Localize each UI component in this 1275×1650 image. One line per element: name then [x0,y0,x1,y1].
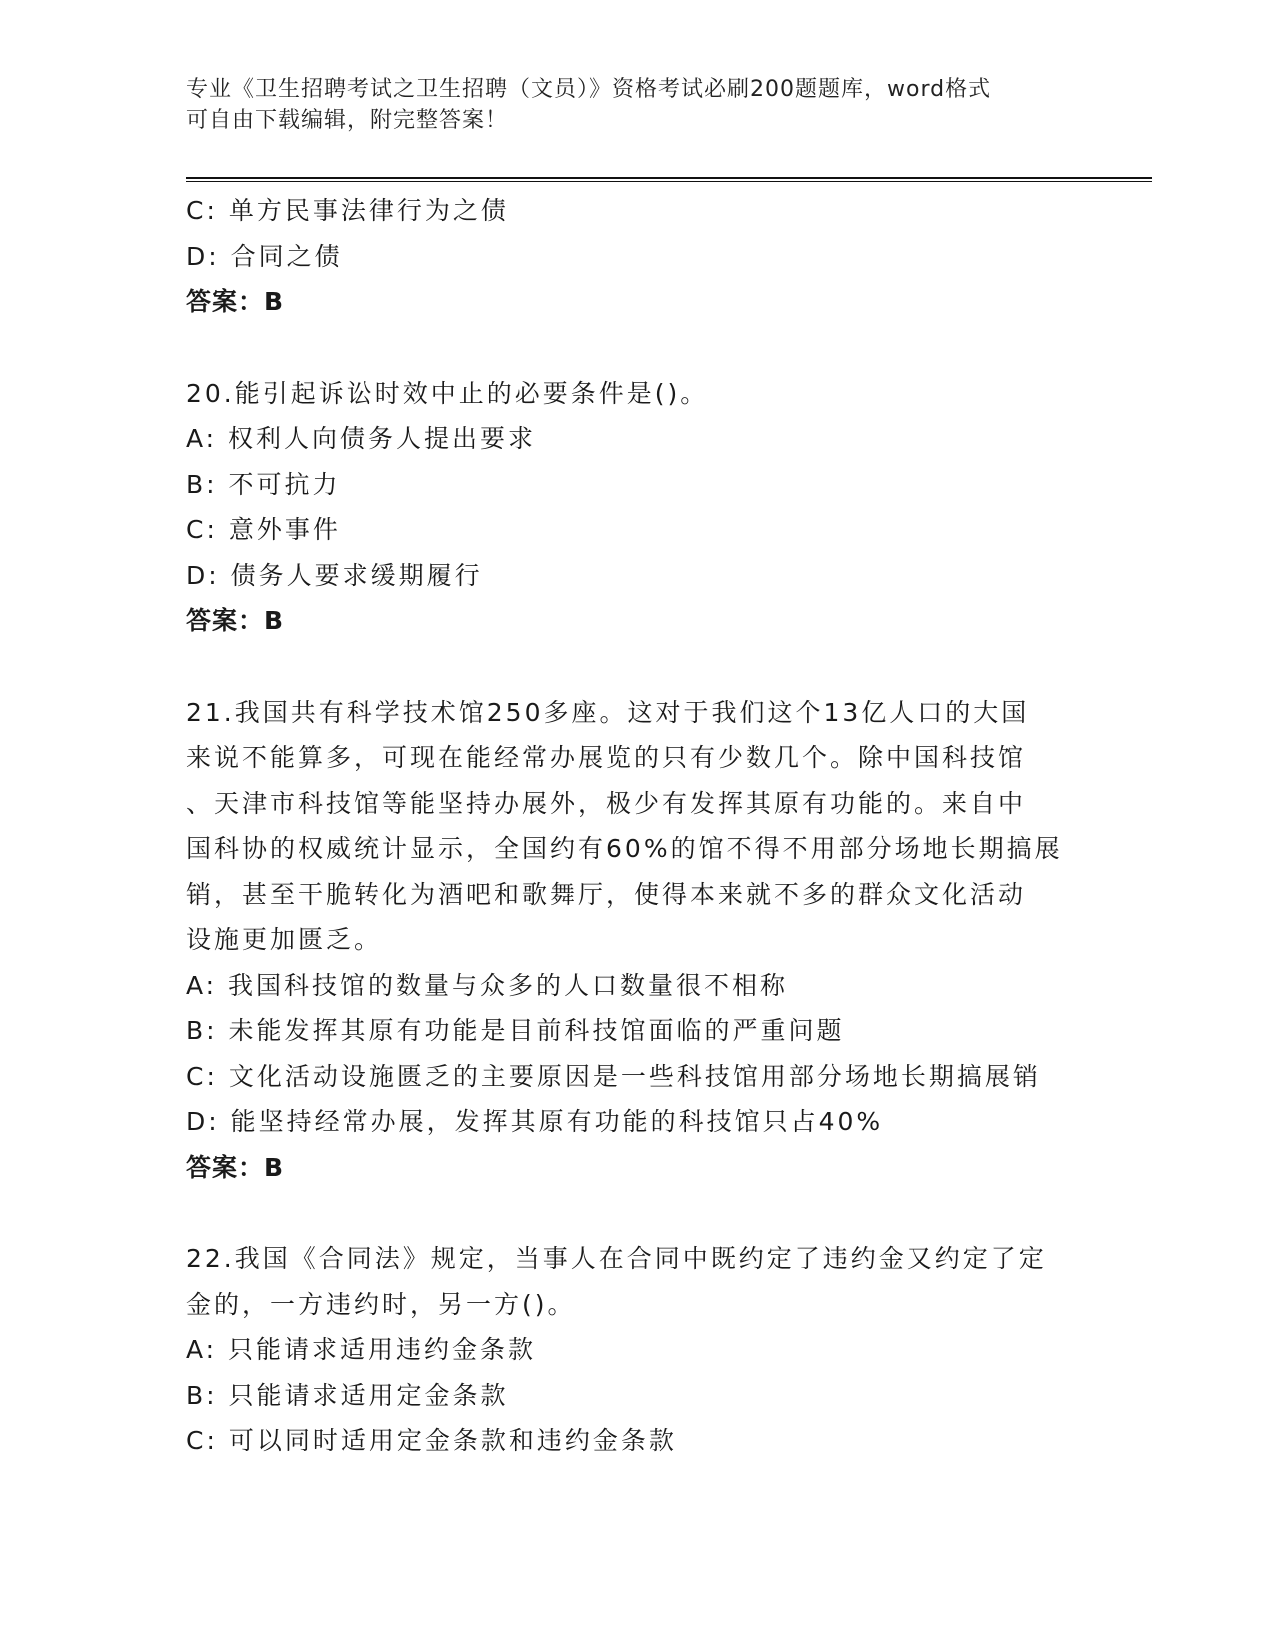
header-divider-thin [186,181,1152,182]
question-stem-line: 销，甚至干脆转化为酒吧和歌舞厅，使得本来就不多的群众文化活动 [186,879,1027,909]
question-19-tail [186,188,1086,325]
question-20 [186,371,1086,644]
header-title-line-2: 可自由下载编辑，附完整答案！ [186,108,509,133]
answer-line: 答案：B [186,1152,285,1182]
option-b: B: 不可抗力 [186,469,341,499]
question-21 [186,690,1086,1191]
option-c: C: 可以同时适用定金条款和违约金条款 [186,1426,677,1455]
option-b: B: 只能请求适用定金条款 [186,1380,509,1410]
question-stem-line: 金的，一方违约时，另一方()。 [186,1289,576,1319]
option-a: A: 权利人向债务人提出要求 [186,424,537,453]
option-b: B: 未能发挥其原有功能是目前科技馆面临的严重问题 [186,1016,845,1045]
answer-line: 答案：B [186,287,285,316]
option-c: C: 文化活动设施匮乏的主要原因是一些科技馆用部分场地长期搞展销 [186,1061,1041,1091]
spacer [186,644,1086,690]
option-c: C: 意外事件 [186,515,341,544]
spacer [186,325,1086,371]
question-stem-line: 21.我国共有科学技术馆250多座。这对于我们这个13亿人口的大国 [186,697,1030,727]
answer-line: 答案：B [186,606,285,635]
question-stem-line: 国科协的权威统计显示，全国约有60%的馆不得不用部分场地长期搞展 [186,834,1063,863]
option-d: D: 能坚持经常办展，发挥其原有功能的科技馆只占40% [186,1107,884,1136]
option-a: A: 我国科技馆的数量与众多的人口数量很不相称 [186,970,789,1000]
option-c: C: 单方民事法律行为之债 [186,196,509,225]
option-d: D: 债务人要求缓期履行 [186,560,483,590]
question-stem-line: 22.我国《合同法》规定，当事人在合同中既约定了违约金又约定了定 [186,1244,1047,1273]
question-stem-line: 、天津市科技馆等能坚持办展外，极少有发挥其原有功能的。来自中 [186,788,1027,818]
question-stem: 20.能引起诉讼时效中止的必要条件是()。 [186,378,709,408]
question-22 [186,1236,1086,1464]
header-title-line-1: 专业《卫生招聘考试之卫生招聘（文员）》资格考试必刷200题题库，word格式 [186,77,992,102]
question-content [186,188,1086,1464]
option-d: D: 合同之债 [186,241,343,271]
question-stem-line: 设施更加匮乏。 [186,925,383,954]
spacer [186,1190,1086,1236]
option-a: A: 只能请求适用违约金条款 [186,1335,537,1364]
page-header [186,74,1086,136]
question-stem-line: 来说不能算多，可现在能经常办展览的只有少数几个。除中国科技馆 [186,743,1027,772]
header-divider-thick [186,177,1152,179]
